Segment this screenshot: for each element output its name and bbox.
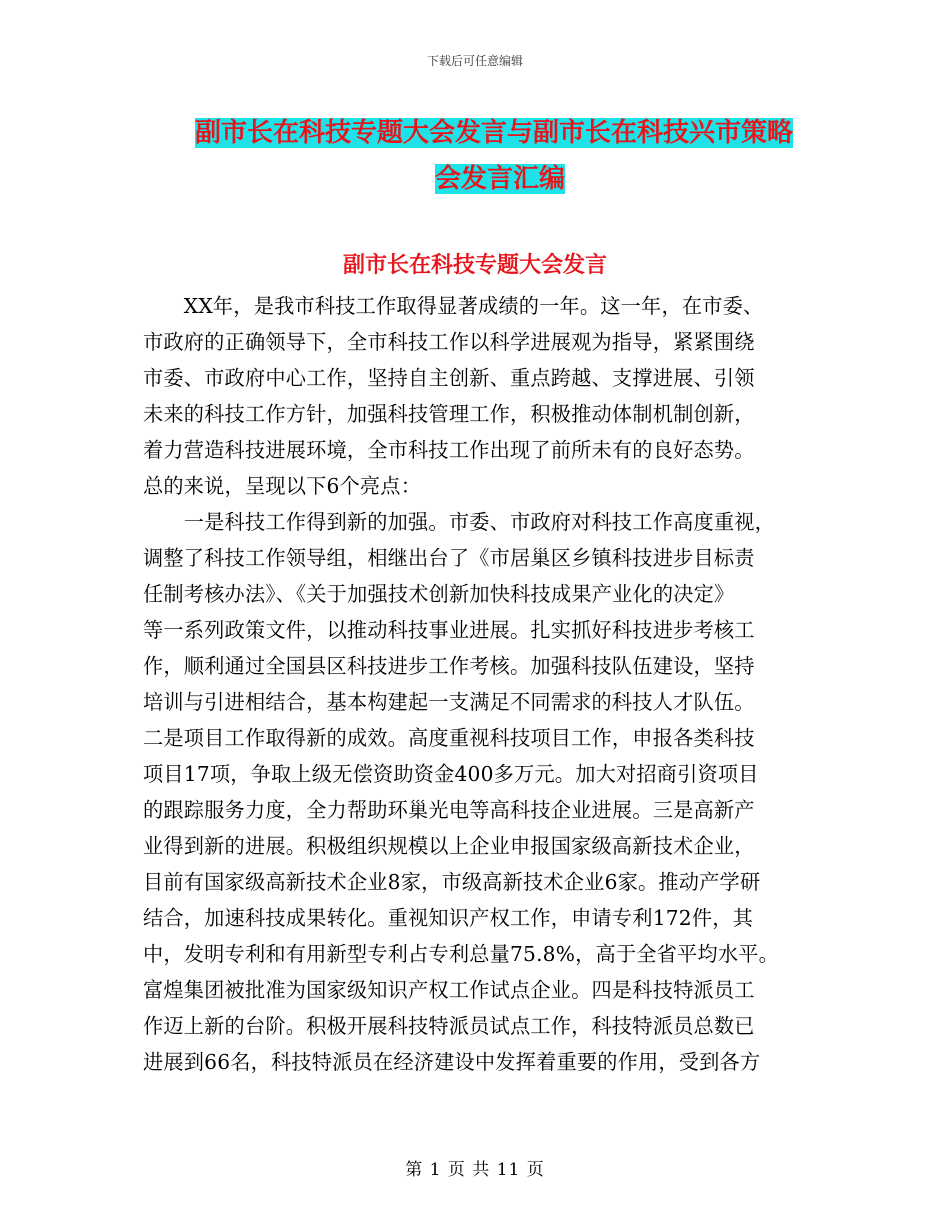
body-line: 项目17项，争取上级无偿资助资金400多万元。加大对招商引资项目 <box>143 762 759 786</box>
body-line: 业得到新的进展。积极组织规模以上企业申报国家级高新技术企业， <box>143 834 755 858</box>
body-line: XX年，是我市科技工作取得显著成绩的一年。这一年，在市委、 <box>143 294 764 318</box>
body-line: 二是项目工作取得新的成效。高度重视科技项目工作，申报各类科技 <box>143 726 755 750</box>
body-line: 总的来说，呈现以下6个亮点： <box>143 474 422 498</box>
body-line: 培训与引进相结合，基本构建起一支满足不同需求的科技人才队伍。 <box>143 690 755 714</box>
title-line-2-wrapper <box>195 156 805 202</box>
body-line: 富煌集团被批准为国家级知识产权工作试点企业。四是科技特派员工 <box>143 978 755 1002</box>
body-line: 中，发明专利和有用新型专利占专利总量75.8%，高于全省平均水平。 <box>143 942 779 966</box>
page-footer: 第 1 页 共 11 页 <box>405 1160 545 1180</box>
body-line: 未来的科技工作方针，加强科技管理工作，积极推动体制机制创新， <box>143 402 755 426</box>
header-note: 下载后可任意编辑 <box>426 54 523 68</box>
body-line: 作迈上新的台阶。积极开展科技特派员试点工作，科技特派员总数已 <box>143 1014 755 1038</box>
body-text <box>143 288 811 1080</box>
body-line: 任制考核办法》、《关于加强技术创新加快科技成果产业化的决定》 <box>143 582 735 606</box>
body-line: 作，顺利通过全国县区科技进步工作考核。加强科技队伍建设，坚持 <box>143 654 755 678</box>
body-line: 一是科技工作得到新的加强。市委、市政府对科技工作高度重视， <box>143 510 776 534</box>
body-line: 市政府的正确领导下，全市科技工作以科学进展观为指导，紧紧围绕 <box>143 330 755 354</box>
document-title <box>195 110 815 202</box>
section-title: 副市长在科技专题大会发言 <box>342 253 607 278</box>
body-line: 进展到66名，科技特派员在经济建设中发挥着重要的作用，受到各方 <box>143 1050 761 1074</box>
body-line: 的跟踪服务力度，全力帮助环巢光电等高科技企业进展。三是高新产 <box>143 798 755 822</box>
body-line: 目前有国家级高新技术企业8家，市级高新技术企业6家。推动产学研 <box>143 870 761 894</box>
body-line: 结合，加速科技成果转化。重视知识产权工作，申请专利172件，其 <box>143 906 753 930</box>
title-line-1: 副市长在科技专题大会发言与副市长在科技兴市策略 <box>195 118 794 148</box>
body-line: 市委、市政府中心工作，坚持自主创新、重点跨越、支撑进展、引领 <box>143 366 755 390</box>
title-line-2: 会发言汇编 <box>434 164 565 194</box>
body-line: 着力营造科技进展环境，全市科技工作出现了前所未有的良好态势。 <box>143 438 755 462</box>
body-line: 调整了科技工作领导组，相继出台了《市居巢区乡镇科技进步目标责 <box>143 546 755 570</box>
body-line: 等一系列政策文件，以推动科技事业进展。扎实抓好科技进步考核工 <box>143 618 755 642</box>
